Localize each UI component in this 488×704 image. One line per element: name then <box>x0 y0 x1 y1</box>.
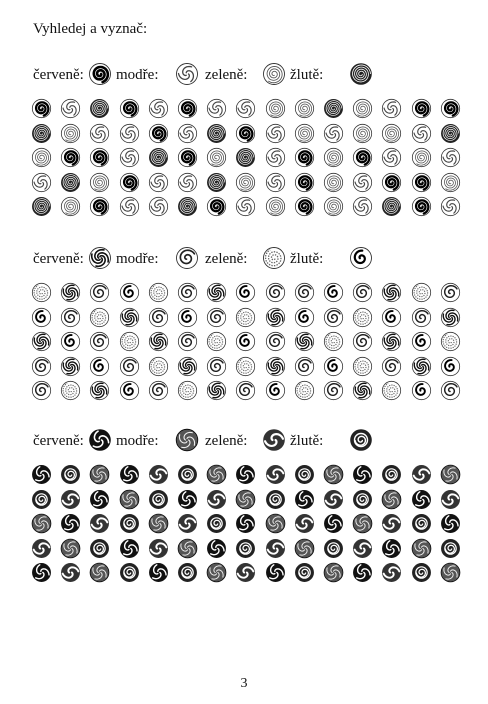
pinwheel-solid-icon[interactable] <box>31 464 52 485</box>
spiral-hook-icon[interactable] <box>119 380 140 401</box>
spiral-open-icon <box>175 246 199 270</box>
spiral-open-icon[interactable] <box>323 380 344 401</box>
pinwheel-split-icon[interactable] <box>148 464 169 485</box>
legend-row-2 <box>0 246 488 274</box>
legend-label-red: červeně: <box>33 67 84 83</box>
spiral-thick-icon[interactable] <box>60 147 81 168</box>
spiral-thick-icon[interactable] <box>235 123 256 144</box>
spiral-three-arm-icon[interactable] <box>119 123 140 144</box>
spiral-hook-icon <box>349 246 373 270</box>
pinwheel-solid-icon[interactable] <box>323 513 344 534</box>
spiral-fine-icon[interactable] <box>265 196 286 217</box>
spiral-three-arm-icon[interactable] <box>119 147 140 168</box>
pinwheel-solid-icon[interactable] <box>119 538 140 559</box>
spiral-open-icon[interactable] <box>235 380 256 401</box>
spiral-open-icon[interactable] <box>148 380 169 401</box>
spiral-thick-icon[interactable] <box>440 98 461 119</box>
spiral-open-icon[interactable] <box>352 282 373 303</box>
pinwheel-ring-icon[interactable] <box>119 562 140 583</box>
spiral-hook-icon[interactable] <box>235 282 256 303</box>
pinwheel-solid-icon[interactable] <box>235 513 256 534</box>
spiral-dense-icon[interactable] <box>206 172 227 193</box>
spiral-thick-icon[interactable] <box>119 98 140 119</box>
pinwheel-solid-icon[interactable] <box>31 562 52 583</box>
pinwheel-hatched-icon[interactable] <box>323 464 344 485</box>
spiral-dense-icon[interactable] <box>440 123 461 144</box>
spiral-open-icon[interactable] <box>89 331 110 352</box>
spiral-fine-icon[interactable] <box>60 196 81 217</box>
spiral-three-arm-icon[interactable] <box>265 123 286 144</box>
legend-label-yellow: žlutě: <box>290 251 324 267</box>
spiral-open-icon[interactable] <box>265 282 286 303</box>
pinwheel-hatched-icon[interactable] <box>265 513 286 534</box>
pinwheel-hatched-icon[interactable] <box>352 513 373 534</box>
pinwheel-split-icon[interactable] <box>31 538 52 559</box>
spiral-open-icon[interactable] <box>60 307 81 328</box>
pinwheel-hatched-icon[interactable] <box>440 464 461 485</box>
spiral-swirl-icon[interactable] <box>411 356 432 377</box>
spiral-three-arm-icon[interactable] <box>177 172 198 193</box>
spiral-dotted-icon[interactable] <box>119 331 140 352</box>
spiral-dotted-icon[interactable] <box>294 380 315 401</box>
pinwheel-hatched-icon[interactable] <box>89 464 110 485</box>
pinwheel-solid-icon[interactable] <box>89 489 110 510</box>
spiral-dotted-icon[interactable] <box>206 331 227 352</box>
spiral-swirl-icon[interactable] <box>265 307 286 328</box>
spiral-dotted-icon[interactable] <box>323 331 344 352</box>
legend-label-green: zeleně: <box>205 67 248 83</box>
pinwheel-solid-icon[interactable] <box>440 513 461 534</box>
legend-row-1 <box>0 62 488 90</box>
spiral-dense-icon[interactable] <box>60 172 81 193</box>
spiral-hook-icon[interactable] <box>60 331 81 352</box>
spiral-dense-icon[interactable] <box>89 98 110 119</box>
spiral-fine-icon[interactable] <box>381 123 402 144</box>
spiral-three-arm-icon[interactable] <box>352 172 373 193</box>
spiral-open-icon[interactable] <box>89 282 110 303</box>
pinwheel-split-icon[interactable] <box>411 464 432 485</box>
spiral-open-icon[interactable] <box>148 307 169 328</box>
pinwheel-split-icon[interactable] <box>323 489 344 510</box>
spiral-swirl-icon[interactable] <box>206 380 227 401</box>
spiral-open-icon[interactable] <box>294 356 315 377</box>
spiral-three-arm-icon[interactable] <box>265 147 286 168</box>
spiral-three-arm-icon[interactable] <box>31 172 52 193</box>
pinwheel-split-icon[interactable] <box>352 538 373 559</box>
pinwheel-solid-icon[interactable] <box>411 489 432 510</box>
spiral-swirl-icon[interactable] <box>89 380 110 401</box>
legend-label-yellow: žlutě: <box>290 67 324 83</box>
spiral-fine-icon[interactable] <box>265 98 286 119</box>
spiral-dotted-icon[interactable] <box>89 307 110 328</box>
pinwheel-hatched-icon[interactable] <box>177 538 198 559</box>
spiral-hook-icon[interactable] <box>323 356 344 377</box>
spiral-thick-icon[interactable] <box>294 147 315 168</box>
pinwheel-hatched-icon[interactable] <box>440 562 461 583</box>
spiral-swirl-icon[interactable] <box>60 356 81 377</box>
pinwheel-hatched-icon[interactable] <box>206 562 227 583</box>
pinwheel-split-icon[interactable] <box>265 538 286 559</box>
spiral-three-arm-icon[interactable] <box>60 98 81 119</box>
spiral-dotted-icon[interactable] <box>148 356 169 377</box>
spiral-three-arm-icon[interactable] <box>89 123 110 144</box>
spiral-dotted-icon[interactable] <box>235 307 256 328</box>
pinwheel-solid-icon[interactable] <box>119 464 140 485</box>
spiral-thick-icon[interactable] <box>206 196 227 217</box>
spiral-thick-icon[interactable] <box>148 123 169 144</box>
spiral-fine-icon[interactable] <box>323 196 344 217</box>
spiral-thick-icon[interactable] <box>177 98 198 119</box>
spiral-three-arm-icon[interactable] <box>381 98 402 119</box>
pinwheel-ring-icon[interactable] <box>177 562 198 583</box>
spiral-dotted-icon[interactable] <box>60 380 81 401</box>
spiral-dense-icon[interactable] <box>323 98 344 119</box>
spiral-swirl-icon[interactable] <box>60 282 81 303</box>
pinwheel-ring-icon[interactable] <box>294 464 315 485</box>
spiral-swirl-icon[interactable] <box>265 356 286 377</box>
spiral-three-arm-icon[interactable] <box>235 196 256 217</box>
spiral-swirl-icon[interactable] <box>381 282 402 303</box>
pinwheel-ring-icon[interactable] <box>352 489 373 510</box>
pinwheel-split-icon <box>262 428 286 452</box>
spiral-thick-icon[interactable] <box>411 98 432 119</box>
spiral-thick-icon[interactable] <box>119 172 140 193</box>
spiral-three-arm-icon[interactable] <box>411 123 432 144</box>
spiral-open-icon[interactable] <box>440 380 461 401</box>
pinwheel-split-icon[interactable] <box>60 489 81 510</box>
spiral-fine-icon[interactable] <box>323 172 344 193</box>
pinwheel-ring-icon[interactable] <box>381 464 402 485</box>
spiral-three-arm-icon[interactable] <box>206 98 227 119</box>
spiral-three-arm-icon[interactable] <box>440 196 461 217</box>
pinwheel-solid-icon <box>88 428 112 452</box>
pinwheel-split-icon[interactable] <box>206 489 227 510</box>
pinwheel-split-icon[interactable] <box>89 513 110 534</box>
pinwheel-ring-icon[interactable] <box>89 538 110 559</box>
spiral-fine-icon[interactable] <box>31 147 52 168</box>
pinwheel-solid-icon[interactable] <box>381 538 402 559</box>
pinwheel-ring-icon[interactable] <box>323 538 344 559</box>
spiral-thick-icon[interactable] <box>177 147 198 168</box>
pinwheel-split-icon[interactable] <box>440 489 461 510</box>
spiral-dense-icon[interactable] <box>177 196 198 217</box>
page-number: 3 <box>240 676 248 691</box>
spiral-three-arm-icon[interactable] <box>265 172 286 193</box>
spiral-hook-icon[interactable] <box>294 307 315 328</box>
legend-row-3 <box>0 428 488 456</box>
spiral-hook-icon[interactable] <box>119 282 140 303</box>
spiral-thick-icon[interactable] <box>411 172 432 193</box>
legend-label-yellow: žlutě: <box>290 433 324 449</box>
spiral-open-icon[interactable] <box>177 282 198 303</box>
spiral-open-icon[interactable] <box>119 356 140 377</box>
spiral-swirl-icon[interactable] <box>294 331 315 352</box>
spiral-fine-icon[interactable] <box>89 172 110 193</box>
spiral-dotted-icon[interactable] <box>411 282 432 303</box>
pinwheel-ring-icon[interactable] <box>235 538 256 559</box>
pinwheel-split-icon[interactable] <box>60 562 81 583</box>
spiral-dotted-icon[interactable] <box>148 282 169 303</box>
spiral-hook-icon[interactable] <box>323 282 344 303</box>
spiral-dotted-icon[interactable] <box>177 380 198 401</box>
spiral-open-icon[interactable] <box>411 307 432 328</box>
spiral-dotted-icon[interactable] <box>235 356 256 377</box>
pinwheel-split-icon[interactable] <box>265 464 286 485</box>
spiral-thick-icon <box>88 62 112 86</box>
pinwheel-ring-icon[interactable] <box>294 562 315 583</box>
spiral-dotted-icon <box>262 246 286 270</box>
spiral-open-icon[interactable] <box>206 307 227 328</box>
spiral-hook-icon[interactable] <box>265 380 286 401</box>
spiral-dotted-icon[interactable] <box>440 331 461 352</box>
spiral-swirl-icon[interactable] <box>148 331 169 352</box>
pinwheel-ring-icon[interactable] <box>206 513 227 534</box>
spiral-dotted-icon[interactable] <box>31 282 52 303</box>
pinwheel-ring-icon[interactable] <box>440 538 461 559</box>
spiral-fine-icon[interactable] <box>352 123 373 144</box>
spiral-dense-icon[interactable] <box>206 123 227 144</box>
spiral-fine-icon[interactable] <box>440 172 461 193</box>
pinwheel-ring-icon[interactable] <box>411 562 432 583</box>
spiral-three-arm-icon[interactable] <box>235 98 256 119</box>
spiral-fine-icon[interactable] <box>352 98 373 119</box>
spiral-open-icon[interactable] <box>381 356 402 377</box>
spiral-open-icon[interactable] <box>31 380 52 401</box>
pinwheel-split-icon[interactable] <box>177 513 198 534</box>
spiral-fine-icon[interactable] <box>323 147 344 168</box>
spiral-open-icon[interactable] <box>323 307 344 328</box>
pinwheel-ring-icon <box>349 428 373 452</box>
spiral-three-arm-icon[interactable] <box>352 196 373 217</box>
pinwheel-hatched-icon[interactable] <box>206 464 227 485</box>
spiral-fine-icon[interactable] <box>235 172 256 193</box>
spiral-three-arm-icon[interactable] <box>440 147 461 168</box>
spiral-swirl-icon[interactable] <box>31 331 52 352</box>
spiral-thick-icon[interactable] <box>31 98 52 119</box>
pinwheel-solid-icon[interactable] <box>294 489 315 510</box>
pinwheel-split-icon[interactable] <box>381 513 402 534</box>
pinwheel-split-icon[interactable] <box>235 562 256 583</box>
spiral-swirl-icon[interactable] <box>440 307 461 328</box>
spiral-three-arm-icon[interactable] <box>381 147 402 168</box>
pinwheel-ring-icon[interactable] <box>60 464 81 485</box>
pinwheel-ring-icon[interactable] <box>148 489 169 510</box>
spiral-dotted-icon[interactable] <box>352 307 373 328</box>
spiral-swirl-icon[interactable] <box>206 282 227 303</box>
spiral-swirl-icon[interactable] <box>177 356 198 377</box>
pinwheel-hatched-icon[interactable] <box>31 513 52 534</box>
spiral-fine-icon[interactable] <box>294 123 315 144</box>
pinwheel-solid-icon[interactable] <box>206 538 227 559</box>
spiral-thick-icon[interactable] <box>352 147 373 168</box>
pinwheel-split-icon[interactable] <box>381 562 402 583</box>
pinwheel-hatched-icon[interactable] <box>411 538 432 559</box>
spiral-three-arm-icon[interactable] <box>148 196 169 217</box>
spiral-open-icon[interactable] <box>31 356 52 377</box>
pinwheel-hatched-icon[interactable] <box>148 513 169 534</box>
pinwheel-solid-icon[interactable] <box>265 562 286 583</box>
pinwheel-hatched-icon[interactable] <box>89 562 110 583</box>
spiral-swirl-icon[interactable] <box>381 331 402 352</box>
spiral-hook-icon[interactable] <box>31 307 52 328</box>
pinwheel-ring-icon[interactable] <box>411 513 432 534</box>
spiral-hook-icon[interactable] <box>177 307 198 328</box>
pinwheel-ring-icon[interactable] <box>177 464 198 485</box>
pinwheel-split-icon[interactable] <box>148 538 169 559</box>
pinwheel-hatched-icon <box>175 428 199 452</box>
legend-label-blue: modře: <box>116 251 159 267</box>
pinwheel-solid-icon[interactable] <box>235 464 256 485</box>
spiral-three-arm-icon[interactable] <box>148 98 169 119</box>
spiral-dotted-icon[interactable] <box>381 380 402 401</box>
legend-label-green: zeleně: <box>205 433 248 449</box>
spiral-open-icon[interactable] <box>352 331 373 352</box>
spiral-hook-icon[interactable] <box>89 356 110 377</box>
legend-label-green: zeleně: <box>205 251 248 267</box>
spiral-fine-icon[interactable] <box>60 123 81 144</box>
spiral-hook-icon[interactable] <box>440 356 461 377</box>
spiral-open-icon[interactable] <box>440 282 461 303</box>
spiral-swirl-icon[interactable] <box>119 307 140 328</box>
spiral-hook-icon[interactable] <box>411 380 432 401</box>
spiral-fine-icon[interactable] <box>206 147 227 168</box>
spiral-dotted-icon[interactable] <box>352 356 373 377</box>
pinwheel-solid-icon[interactable] <box>352 562 373 583</box>
spiral-dense-icon[interactable] <box>31 123 52 144</box>
spiral-fine-icon <box>262 62 286 86</box>
pinwheel-hatched-icon[interactable] <box>381 489 402 510</box>
spiral-open-icon[interactable] <box>265 331 286 352</box>
spiral-three-arm-icon[interactable] <box>177 123 198 144</box>
pinwheel-ring-icon[interactable] <box>265 489 286 510</box>
spiral-swirl-icon <box>88 246 112 270</box>
spiral-open-icon[interactable] <box>294 282 315 303</box>
legend-label-blue: modře: <box>116 67 159 83</box>
spiral-three-arm-icon <box>175 62 199 86</box>
spiral-open-icon[interactable] <box>177 331 198 352</box>
page-title: Vyhledej a vyznač: <box>33 21 148 37</box>
spiral-three-arm-icon[interactable] <box>148 172 169 193</box>
spiral-dense-icon[interactable] <box>235 147 256 168</box>
spiral-thick-icon[interactable] <box>294 172 315 193</box>
pinwheel-solid-icon[interactable] <box>352 464 373 485</box>
pinwheel-hatched-icon[interactable] <box>235 489 256 510</box>
spiral-thick-icon[interactable] <box>381 172 402 193</box>
legend-label-blue: modře: <box>116 433 159 449</box>
spiral-dense-icon <box>349 62 373 86</box>
pinwheel-solid-icon[interactable] <box>177 489 198 510</box>
pinwheel-hatched-icon[interactable] <box>119 489 140 510</box>
spiral-three-arm-icon[interactable] <box>119 196 140 217</box>
spiral-fine-icon[interactable] <box>294 98 315 119</box>
spiral-three-arm-icon[interactable] <box>323 123 344 144</box>
pinwheel-hatched-icon[interactable] <box>60 538 81 559</box>
spiral-hook-icon[interactable] <box>381 307 402 328</box>
spiral-dense-icon[interactable] <box>31 196 52 217</box>
spiral-fine-icon[interactable] <box>411 147 432 168</box>
spiral-thick-icon[interactable] <box>411 196 432 217</box>
legend-label-red: červeně: <box>33 433 84 449</box>
spiral-dense-icon[interactable] <box>381 196 402 217</box>
spiral-hook-icon[interactable] <box>411 331 432 352</box>
legend-label-red: červeně: <box>33 251 84 267</box>
spiral-thick-icon[interactable] <box>294 196 315 217</box>
pinwheel-hatched-icon[interactable] <box>294 538 315 559</box>
pinwheel-ring-icon[interactable] <box>119 513 140 534</box>
spiral-hook-icon[interactable] <box>235 331 256 352</box>
pinwheel-solid-icon[interactable] <box>60 513 81 534</box>
spiral-dense-icon[interactable] <box>148 147 169 168</box>
spiral-swirl-icon[interactable] <box>352 380 373 401</box>
spiral-open-icon[interactable] <box>206 356 227 377</box>
pinwheel-ring-icon[interactable] <box>31 489 52 510</box>
pinwheel-split-icon[interactable] <box>294 513 315 534</box>
spiral-thick-icon[interactable] <box>89 196 110 217</box>
pinwheel-hatched-icon[interactable] <box>323 562 344 583</box>
spiral-thick-icon[interactable] <box>89 147 110 168</box>
pinwheel-solid-icon[interactable] <box>148 562 169 583</box>
